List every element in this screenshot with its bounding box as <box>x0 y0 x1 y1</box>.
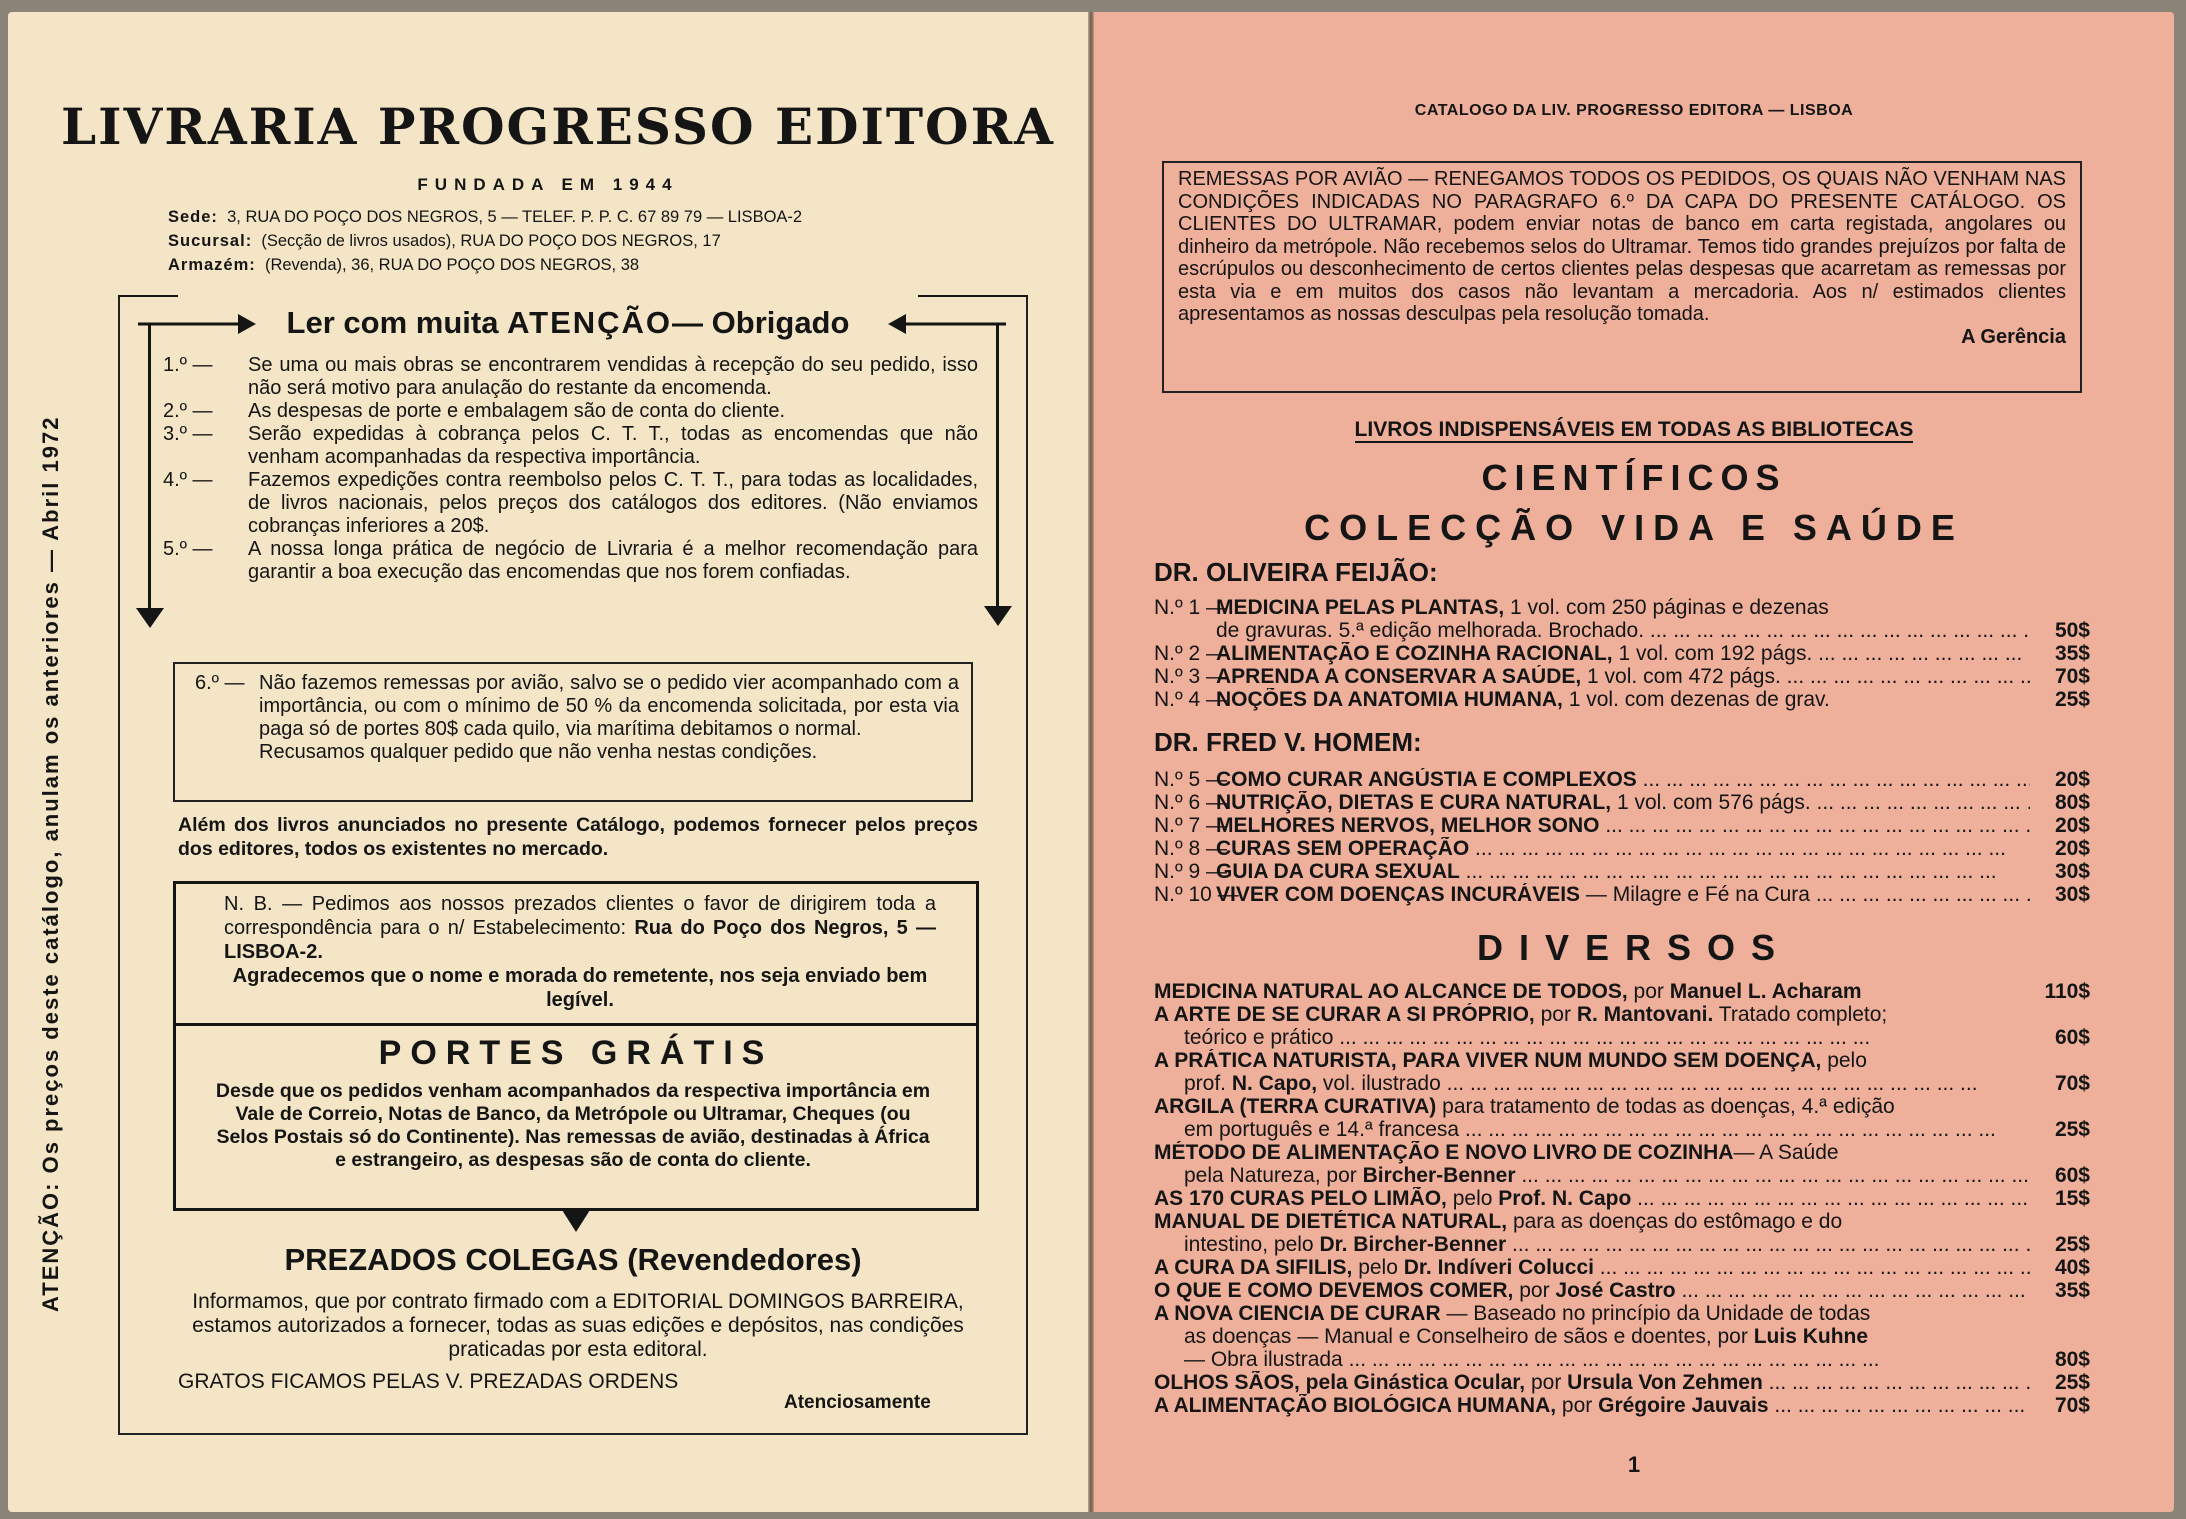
list-item: ARGILA (TERRA CURATIVA) para tratamento de todas as doenças, 4.ª edição <box>1154 1095 1895 1118</box>
thanks-line: GRATOS FICAMOS PELAS V. PREZADAS ORDENS <box>178 1370 679 1393</box>
arrow-right-icon <box>138 310 258 338</box>
list-item: N.º 5 — COMO CURAR ANGÚSTIA E COMPLEXOS ... . 20$ <box>1154 768 2090 791</box>
list-item: N.º 9 — GUIA DA CURA SEXUAL ... . 30$ <box>1154 860 2090 883</box>
address-armazem: Armazém: (Revenda), 36, RUA DO POÇO DOS NEGROS, 38 <box>168 256 640 274</box>
right-page <box>1094 12 2174 1512</box>
list-item: N.º 7 — MELHORES NERVOS, MELHOR SONO ... . 20$ <box>1154 814 2090 837</box>
condition-6-box: 6.º — Não fazemos remessas por avião, salvo se o pedido vier acompanhado com a importância, ou com o mínimo de 50 % da encomenda solicitada, por esta via paga só de portes 80$ cada quilo, via marítima debitamos o normal. Recusamos qualquer pedido que não venha nestas condições. <box>173 662 973 802</box>
frame-top-left <box>118 295 178 297</box>
list-item: intestino, pelo Dr. Bircher-Benner ... . 25$ <box>1154 1233 2090 1256</box>
list-item: MEDICINA NATURAL AO ALCANCE DE TODOS, por Manuel L. Acharam 110$ <box>1154 980 2090 1003</box>
portes-title: PORTES GRÁTIS <box>378 1034 774 1072</box>
condition-5: 5.º — A nossa longa prática de negócio de Livraria é a melhor recomendação para garantir a boa execução das encomendas que nos forem confiadas. <box>163 538 978 583</box>
list-item: de gravuras. 5.ª edição melhorada. Brochado. ... . 50$ <box>1154 619 2090 642</box>
book-list-diversos <box>1154 980 2090 1417</box>
address-sucursal: Sucursal: (Secção de livros usados), RUA DO POÇO DOS NEGROS, 17 <box>168 232 721 250</box>
list-item: MÉTODO DE ALIMENTAÇÃO E NOVO LIVRO DE COZINHA— A Saúde <box>1154 1141 1839 1164</box>
category-heading: CIENTÍFICOS <box>1481 457 1787 498</box>
nb-address: Rua do Poço dos Negros, 5 — LISBOA-2. <box>224 917 936 963</box>
diversos-heading: DIVERSOS <box>1476 927 1792 968</box>
frame-top-right <box>918 295 1028 297</box>
list-item: as doenças — Manual e Conselheiro de sãos e doentes, por Luis Kuhne <box>1184 1325 1869 1348</box>
running-header: CATALOGO DA LIV. PROGRESSO EDITORA — LISBOA <box>1414 102 1854 119</box>
list-item: N.º 3 — APRENDA A CONSERVAR A SAÚDE, 1 vol. com 472 págs. ... . 70$ <box>1154 665 2090 688</box>
list-item: MANUAL DE DIETÉTICA NATURAL, para as doenças do estômago e do <box>1154 1210 1843 1233</box>
condition-3: 3.º — Serão expedidas à cobrança pelos C. T. T., todas as encomendas que não venham acompanhadas da respectiva importância. <box>163 423 978 468</box>
list-item: OLHOS SÃOS, pela Ginástica Ocular, por Ursula Von Zehmen ... . 25$ <box>1154 1371 2090 1394</box>
list-item: A PRÁTICA NATURISTA, PARA VIVER NUM MUNDO SEM DOENÇA, pelo <box>1154 1049 1867 1072</box>
list-item: em português e 14.ª francesa ... . 25$ <box>1154 1118 2090 1141</box>
list-item: A ALIMENTAÇÃO BIOLÓGICA HUMANA, por Grégoire Jauvais ... . 70$ <box>1154 1394 2090 1417</box>
author-heading: DR. FRED V. HOMEM: <box>1154 727 1422 757</box>
condition-1: 1.º — Se uma ou mais obras se encontrarem vendidas à recepção do seu pedido, isso não será motivo para anulação do restante da encomenda. <box>163 354 978 399</box>
arrow-down-icon <box>562 1210 590 1234</box>
colleagues-heading: PREZADOS COLEGAS (Revendedores) <box>284 1242 862 1277</box>
list-item: AS 170 CURAS PELO LIMÃO, pelo Prof. N. Capo ... . 15$ <box>1154 1187 2090 1210</box>
additional-books-note: Além dos livros anunciados no presente Catálogo, podemos fornecer pelos preços dos editores, todos os existentes no mercado. <box>178 814 978 860</box>
arrow-stem-left <box>148 323 151 613</box>
author-heading: DR. OLIVEIRA FEIJÃO: <box>1154 557 1438 587</box>
signoff: Atenciosamente <box>784 1392 931 1413</box>
arrow-down-icon <box>136 608 164 630</box>
book-list-homem <box>1154 768 2090 906</box>
collection-heading: COLECÇÃO VIDA E SAÚDE <box>1304 507 1964 548</box>
conditions-list <box>163 354 978 584</box>
list-item: O QUE E COMO DEVEMOS COMER, por José Castro ... . 35$ <box>1154 1279 2090 1302</box>
list-item: N.º 8 — CURAS SEM OPERAÇÃO ... . 20$ <box>1154 837 2090 860</box>
list-item: N.º 4 — NOÇÕES DA ANATOMIA HUMANA, 1 vol. com dezenas de grav. 25$ <box>1154 688 2090 711</box>
list-item: A ARTE DE SE CURAR A SI PRÓPRIO, por R. Mantovani. Tratado completo; <box>1154 1003 1888 1026</box>
list-item: — Obra ilustrada ... . 80$ <box>1154 1348 2090 1371</box>
list-item: prof. N. Capo, vol. ilustrado ... . 70$ <box>1154 1072 2090 1095</box>
publisher-title: LIVRARIA PROGRESSO EDITORA <box>61 97 1055 156</box>
list-item: N.º 2 — ALIMENTAÇÃO E COZINHA RACIONAL, 1 vol. com 192 págs. ... . 35$ <box>1154 642 2090 665</box>
list-item: pela Natureza, por Bircher-Benner ... . 60$ <box>1154 1164 2090 1187</box>
attention-heading: Ler com muita ATENÇÃO— Obrigado <box>286 305 850 340</box>
list-item: A CURA DA SIFILIS, pelo Dr. Indíveri Colucci ... . 40$ <box>1154 1256 2090 1279</box>
air-shipping-notice: REMESSAS POR AVIÃO — RENEGAMOS TODOS OS PEDIDOS, OS QUAIS NÃO VENHAM NAS CONDIÇÕES INDICADAS NO PARAGRAFO 6.º DA CAPA DO PRESENTE CATÁLOGO. OS CLIENTES DO ULTRAMAR, podem enviar notas de banco em carta registada, angolares ou dinheiro da metrópole. Não recebemos selos do Ultramar. Temos tido grandes prejuízos por falta de escrúpulos ou desconhecimento de certos clientes pelas despesas que acarretam as remessas por esta via e em muitos dos casos não levantam a mercadoria. Aos n/ estimados clientes apresentamos as nossas desculpas pela resolução tomada. A Gerência <box>1162 161 2082 393</box>
list-item: N.º 10 — VIVER COM DOENÇAS INCURÁVEIS — Milagre e Fé na Cura ... . 30$ <box>1154 883 2090 906</box>
founded-line: FUNDADA EM 1944 <box>417 175 679 194</box>
colleagues-text: Informamos, que por contrato firmado com a EDITORIAL DOMINGOS BARREIRA, estamos autorizados a fornecer, todas as suas edições e depósitos, nas condições praticadas por esta editoral. <box>192 1290 964 1361</box>
vertical-notice: ATENÇÃO: Os preços deste catálogo, anulam os anteriores — Abril 1972 <box>38 415 63 1312</box>
address-sede: Sede: 3, RUA DO POÇO DOS NEGROS, 5 — TELEF. P. P. C. 67 89 79 — LISBOA-2 <box>168 208 803 226</box>
book-list-feijao <box>1154 596 2090 711</box>
left-page <box>8 12 1088 1512</box>
condition-4: 4.º — Fazemos expedições contra reembolso pelos C. T. T., para todas as localidades, de livros nacionais, pelos preços dos catálogos dos editores. (Não enviamos cobranças inferiores a 20$. <box>163 469 978 537</box>
arrow-stem-right <box>996 323 999 608</box>
list-item: N.º 1 — MEDICINA PELAS PLANTAS, 1 vol. com 250 páginas e dezenas <box>1154 596 1829 619</box>
list-item: teórico e prático ... . 60$ <box>1154 1026 2090 1049</box>
section-banner: LIVROS INDISPENSÁVEIS EM TODAS AS BIBLIOTECAS <box>1354 418 1914 441</box>
condition-2: 2.º — As despesas de porte e embalagem são de conta do cliente. <box>163 400 786 422</box>
nb-box: N. B. — Pedimos aos nossos prezados clientes o favor de dirigirem toda a correspondência para o n/ Estabelecimento: Rua do Poço dos Negros, 5 — LISBOA-2. Agradecemos que o nome e morada do remetente, nos seja enviado bem legível. <box>173 881 979 1026</box>
portes-text: Desde que os pedidos venham acompanhados da respectiva importância em Vale de Correio, Notas de Banco, da Metrópole ou Ultramar, Cheques (ou Selos Postais só do Continente). Nas remessas de avião, destinadas à África e estrangeiro, as despesas são de conta do cliente. <box>215 1080 931 1171</box>
page-number: 1 <box>1627 1452 1641 1477</box>
arrow-down-icon <box>984 606 1012 628</box>
list-item: A NOVA CIENCIA DE CURAR — Baseado no princípio da Unidade de todas <box>1154 1302 1871 1325</box>
list-item: N.º 6 — NUTRIÇÃO, DIETAS E CURA NATURAL, 1 vol. com 576 págs. ... . 80$ <box>1154 791 2090 814</box>
arrow-left-icon <box>886 310 1006 338</box>
